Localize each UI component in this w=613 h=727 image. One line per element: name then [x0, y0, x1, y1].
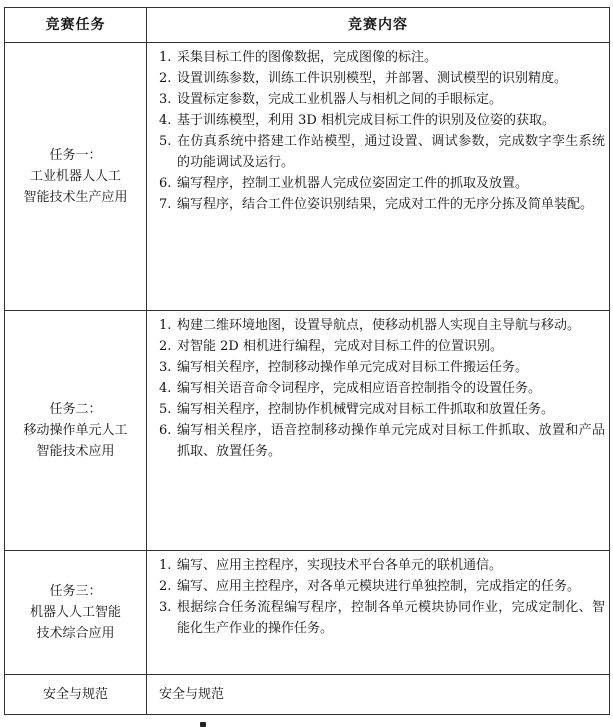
- item-text: 编写相关程序，控制移动操作单元完成对目标工件搬运任务。: [177, 360, 529, 375]
- item-number: 5.: [159, 134, 172, 149]
- table-header-row: [5, 8, 610, 43]
- item-number: 3.: [159, 600, 172, 615]
- list-item: [159, 47, 605, 68]
- task-line: 任务一：: [49, 148, 102, 163]
- item-number: 4.: [159, 381, 172, 396]
- item-number: 2.: [159, 339, 172, 354]
- item-text: 设置标定参数，完成工业机器人与相机之间的手眼标定。: [177, 92, 503, 107]
- list-item: [159, 89, 605, 110]
- table-row: [5, 551, 610, 675]
- content-cell: [147, 551, 610, 675]
- item-number: 5.: [159, 402, 172, 417]
- item-number: 3.: [159, 360, 172, 375]
- task-cell: [5, 43, 147, 311]
- item-text: 在仿真系统中搭建工作站模型，通过设置、调试参数，完成数字孪生系统的功能调试及运行。: [177, 134, 605, 170]
- item-text: 基于训练模型，利用 3D 相机完成目标工件的识别及位姿的获取。: [177, 113, 555, 128]
- task-line: 移动操作单元人工: [23, 423, 128, 438]
- content-list: [159, 555, 605, 639]
- item-text: 根据综合任务流程编写程序，控制各单元模块协同作业，完成定制化、智能化生产作业的操作任务。: [177, 600, 605, 636]
- list-item: [159, 357, 605, 378]
- item-number: 7.: [159, 197, 172, 212]
- header-task: 竞赛任务: [5, 8, 147, 43]
- list-item: [159, 336, 605, 357]
- item-text: 编写相关语音命令词程序，完成相应语音控制指令的设置任务。: [177, 381, 542, 396]
- task-line: 智能技术生产应用: [23, 190, 128, 205]
- competition-table: [4, 7, 610, 715]
- task-line: 任务三：: [49, 584, 102, 599]
- header-content: 竞赛内容: [147, 8, 610, 43]
- list-item: [159, 68, 605, 89]
- page-mark: [200, 722, 206, 727]
- item-number: 2.: [159, 71, 172, 86]
- item-text: 编写、应用主控程序，对各单元模块进行单独控制，完成指定的任务。: [177, 579, 581, 594]
- item-text: 采集目标工件的图像数据，完成图像的标注。: [177, 50, 438, 65]
- content-cell: [147, 311, 610, 551]
- item-number: 4.: [159, 113, 172, 128]
- task-line: 机器人人工智能: [29, 605, 121, 620]
- list-item: [159, 597, 605, 639]
- list-item: [159, 420, 605, 462]
- item-number: 2.: [159, 579, 172, 594]
- list-item: [159, 555, 605, 576]
- task-line: 技术综合应用: [36, 626, 115, 641]
- item-number: 1.: [159, 558, 172, 573]
- task-cell: [5, 551, 147, 675]
- content-cell: 安全与规范: [147, 675, 610, 715]
- list-item: [159, 173, 605, 194]
- item-number: 1.: [159, 318, 172, 333]
- content-list: [159, 47, 605, 215]
- item-text: 编写程序，结合工件位姿识别结果，完成对工件的无序分拣及简单装配。: [177, 197, 594, 212]
- table-row: [5, 675, 610, 715]
- list-item: [159, 399, 605, 420]
- list-item: [159, 194, 605, 215]
- list-item: [159, 576, 605, 597]
- item-number: 3.: [159, 92, 172, 107]
- item-text: 编写、应用主控程序，实现技术平台各单元的联机通信。: [177, 558, 503, 573]
- item-text: 构建二维环境地图，设置导航点，使移动机器人实现自主导航与移动。: [177, 318, 581, 333]
- task-line: 智能技术应用: [36, 444, 115, 459]
- item-number: 6.: [159, 423, 172, 438]
- content-list: [159, 315, 605, 462]
- table-row: [5, 311, 610, 551]
- task-cell: [5, 311, 147, 551]
- table-row: [5, 43, 610, 311]
- item-text: 编写相关程序，语音控制移动操作单元完成对目标工件抓取、放置和产品抓取、放置任务。: [177, 423, 605, 459]
- task-cell: 安全与规范: [5, 675, 147, 715]
- list-item: [159, 110, 605, 131]
- list-item: [159, 131, 605, 173]
- item-number: 6.: [159, 176, 172, 191]
- content-cell: [147, 43, 610, 311]
- task-line: 工业机器人人工: [29, 169, 121, 184]
- item-text: 编写程序，控制工业机器人完成位姿固定工件的抓取及放置。: [177, 176, 529, 191]
- task-line: 任务二：: [49, 402, 102, 417]
- list-item: [159, 378, 605, 399]
- item-number: 1.: [159, 50, 172, 65]
- list-item: [159, 315, 605, 336]
- item-text: 对智能 2D 相机进行编程，完成对目标工件的位置识别。: [177, 339, 503, 354]
- item-text: 编写相关程序，控制协作机械臂完成对目标工件抓取和放置任务。: [177, 402, 555, 417]
- item-text: 设置训练参数，训练工件识别模型，并部署、测试模型的识别精度。: [177, 71, 568, 86]
